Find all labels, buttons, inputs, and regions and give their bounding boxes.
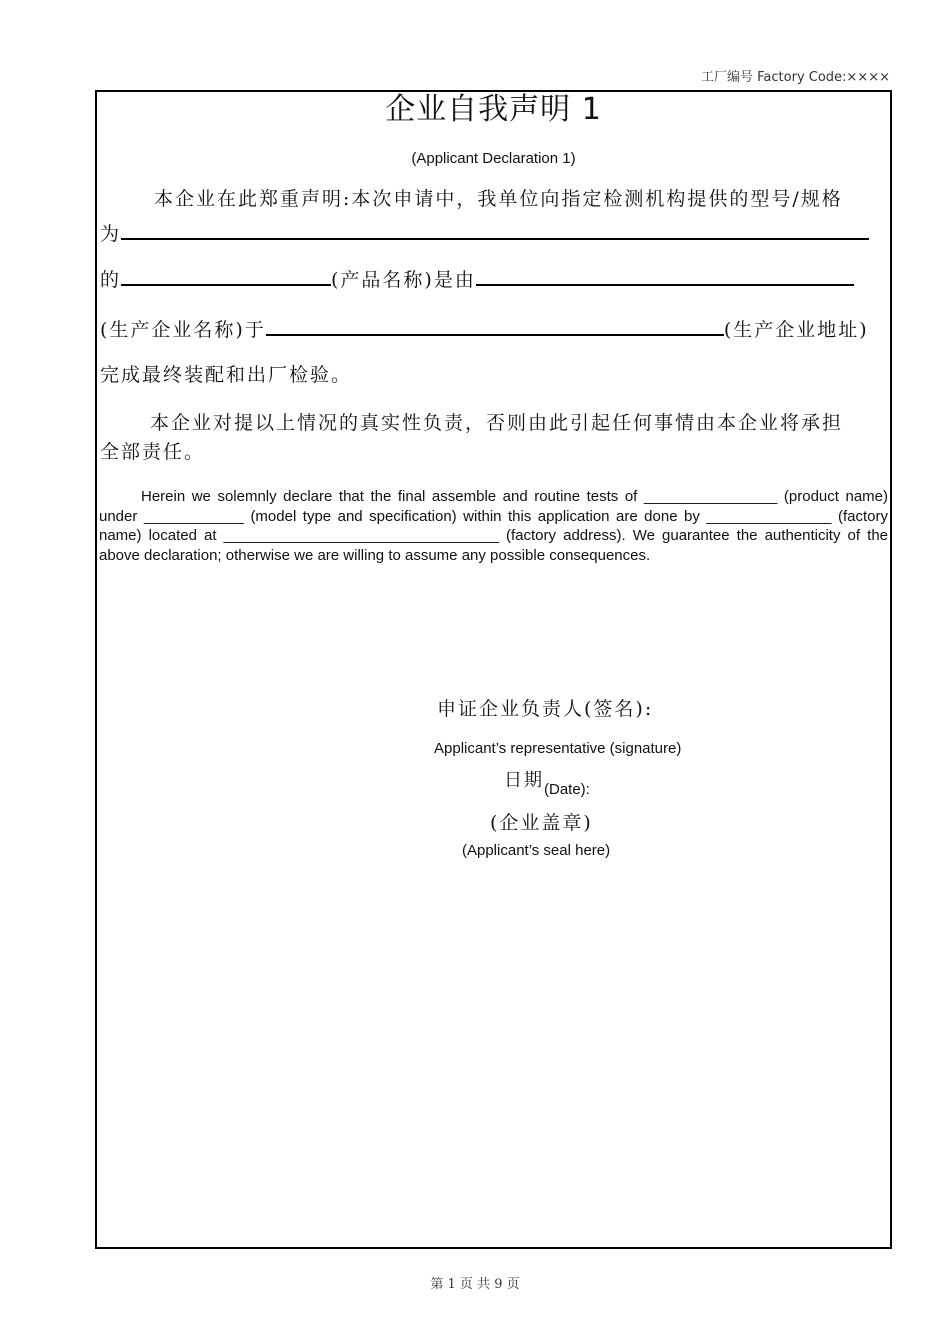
responsibility-line-1: 本企业对提以上情况的真实性负责，否则由此引起任何事情由本企业将承担: [150, 412, 844, 434]
factory-address-blank[interactable]: [266, 312, 724, 336]
declaration-line-3-prefix: 的: [100, 269, 122, 291]
declaration-line-4-suffix: (生产企业地址): [723, 319, 869, 341]
declaration-line-5: 完成最终装配和出厂检验。: [100, 364, 353, 386]
seal-label-en: (Applicant’s seal here): [462, 842, 611, 859]
factory-code: 工厂编号 Factory Code:××××: [701, 70, 890, 85]
date-label: [504, 766, 590, 798]
declaration-line-2-prefix: 为: [100, 223, 122, 245]
responsibility-line-2: 全部责任。: [100, 441, 206, 463]
document-title: 企业自我声明 1: [385, 92, 602, 127]
page-number: 第 1 页 共 9 页: [430, 1277, 520, 1292]
date-label-zh: 日期: [504, 770, 544, 791]
declaration-line-1: 本企业在此郑重声明:本次申请中，我单位向指定检测机构提供的型号/规格: [154, 188, 843, 210]
seal-label-zh: (企业盖章): [490, 812, 593, 834]
manufacturer-name-blank[interactable]: [476, 262, 854, 286]
declaration-frame: [95, 90, 892, 1249]
product-name-blank[interactable]: [121, 262, 331, 286]
representative-label-en: Applicant’s representative (signature): [434, 740, 682, 757]
date-label-en: (Date):: [544, 781, 590, 798]
declaration-line-3-mid: (产品名称)是由: [331, 269, 476, 291]
declaration-line-4: [100, 312, 887, 342]
document-subtitle: (Applicant Declaration 1): [411, 150, 576, 167]
representative-label-zh: 申证企业负责人(签名):: [437, 698, 654, 720]
declaration-line-3: [100, 262, 887, 292]
declaration-line-2: [100, 216, 887, 246]
declaration-line-4-prefix: (生产企业名称)于: [100, 319, 266, 341]
english-declaration: Herein we solemnly declare that the final assemble and routine tests of ________________ (product name) under ____________ (model type and specification) within this application are done by _______________ (factory name) located at _________________________________ (factory address). We guarantee the authenticity of the above declaration; otherwise we are willing to assume any possible consequences.: [99, 488, 888, 564]
model-spec-blank[interactable]: [121, 216, 869, 240]
